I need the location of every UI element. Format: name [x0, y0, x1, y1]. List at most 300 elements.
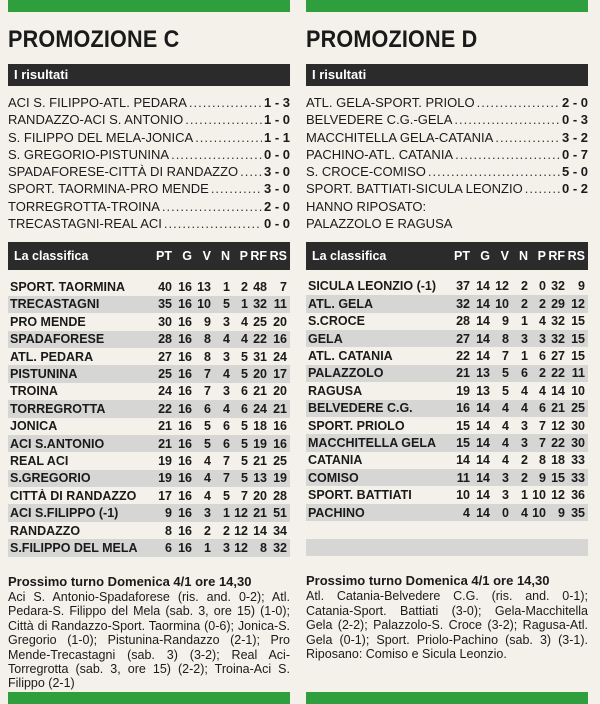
- stat-rf: 18: [551, 453, 565, 468]
- stat-g: 16: [178, 349, 192, 364]
- stat-pt: 27: [158, 349, 172, 364]
- stat-rf: 25: [253, 314, 267, 329]
- stat-g: 14: [476, 279, 490, 294]
- stat-pt: 37: [456, 279, 470, 294]
- match-teams: SPORT. TAORMINA-PRO MENDE: [8, 181, 209, 197]
- stat-g: 16: [178, 401, 192, 416]
- stat-n: 1: [521, 314, 528, 329]
- stat-pt: 14: [456, 453, 470, 468]
- stat-rf: 21: [253, 453, 267, 468]
- stat-rs: 15: [571, 314, 585, 329]
- top-accent-bar-left: [8, 0, 290, 12]
- stat-rf: 9: [558, 505, 565, 520]
- result-row: [306, 163, 588, 180]
- team-name: JONICA: [10, 419, 58, 434]
- stat-v: 5: [204, 419, 211, 434]
- stat-p: 6: [241, 401, 248, 416]
- leader-dots: [495, 129, 560, 146]
- match-score: 2 - 0: [561, 95, 588, 110]
- result-row: [306, 111, 588, 128]
- stat-g: 16: [178, 297, 192, 312]
- team-name: ATL. GELA: [308, 296, 374, 311]
- team-name: MACCHITELLA GELA: [308, 435, 436, 450]
- leader-dots: [162, 198, 262, 215]
- stat-rf: 32: [551, 279, 565, 294]
- stat-n: 1: [223, 280, 230, 295]
- leader-dots: [164, 215, 262, 232]
- standings-row: [8, 400, 290, 417]
- stat-v: 9: [502, 314, 509, 329]
- stat-v: 7: [502, 349, 509, 364]
- stat-rf: 24: [253, 401, 267, 416]
- stat-g: 13: [476, 383, 490, 398]
- stat-pt: 21: [158, 436, 172, 451]
- team-name: COMISO: [308, 470, 359, 485]
- team-name: CATANIA: [308, 453, 363, 468]
- match-score: 0 - 7: [561, 146, 588, 162]
- team-name: GELA: [308, 331, 343, 346]
- stat-p: 4: [539, 314, 546, 329]
- leader-dots: [185, 111, 262, 128]
- stat-pt: 30: [158, 314, 172, 329]
- section-title: PROMOZIONE D: [306, 26, 478, 53]
- standings-row: [306, 382, 588, 399]
- match-teams: ATL. GELA-SPORT. PRIOLO: [306, 95, 475, 110]
- stat-pt: 19: [158, 471, 172, 486]
- team-name: RAGUSA: [308, 383, 363, 398]
- stat-n: 5: [223, 488, 230, 503]
- stat-g: 13: [476, 366, 490, 381]
- leader-dots: [454, 111, 560, 128]
- standings-row: [8, 278, 290, 295]
- stat-n: 3: [223, 384, 230, 399]
- stat-v: 5: [502, 366, 509, 381]
- stat-g: 16: [178, 453, 192, 468]
- stat-rf: 22: [551, 435, 565, 450]
- standings-table: [8, 278, 290, 556]
- stat-v: 7: [204, 367, 211, 382]
- team-name: TROINA: [10, 384, 58, 399]
- stat-rf: 32: [253, 297, 267, 312]
- stat-v: 4: [502, 418, 509, 433]
- stat-rf: 13: [253, 471, 267, 486]
- standings-row: [306, 313, 588, 330]
- col-header-pt: PT: [156, 249, 172, 264]
- stat-pt: 15: [456, 418, 470, 433]
- standings-row: [306, 452, 588, 469]
- stat-g: 16: [178, 540, 192, 555]
- stat-p: 5: [241, 436, 248, 451]
- standings-row: [8, 418, 290, 435]
- stat-g: 16: [178, 332, 192, 347]
- stat-pt: 8: [165, 523, 172, 538]
- stat-rs: 21: [273, 401, 287, 416]
- stat-g: 16: [178, 419, 192, 434]
- leader-dots: [428, 163, 560, 180]
- stat-n: 6: [223, 436, 230, 451]
- stat-rf: 48: [253, 280, 267, 295]
- stat-g: 14: [476, 401, 490, 416]
- leader-dots: [477, 94, 560, 111]
- stat-g: 16: [178, 384, 192, 399]
- stat-n: 3: [223, 349, 230, 364]
- col-header-rf: RF: [250, 249, 267, 264]
- stat-n: 2: [223, 523, 230, 538]
- stat-v: 2: [204, 523, 211, 538]
- stat-n: 7: [223, 471, 230, 486]
- stat-rs: 11: [571, 366, 585, 381]
- stat-pt: 35: [158, 297, 172, 312]
- col-header-rs: RS: [567, 248, 585, 263]
- stat-rs: 9: [578, 279, 585, 294]
- section-title: PROMOZIONE C: [8, 26, 180, 53]
- standings-row: [306, 486, 588, 503]
- stat-rf: 19: [253, 436, 267, 451]
- stat-v: 6: [204, 401, 211, 416]
- standings-row: [8, 383, 290, 400]
- result-row: [8, 94, 290, 111]
- stat-v: 8: [502, 331, 509, 346]
- stat-p: 4: [241, 314, 248, 329]
- stat-pt: 4: [463, 505, 470, 520]
- team-name: SPORT. TAORMINA: [10, 280, 126, 295]
- standings-row: [306, 469, 588, 486]
- stat-rs: 25: [571, 401, 585, 416]
- stat-p: 5: [241, 453, 248, 468]
- standings-row: [306, 347, 588, 364]
- stat-rs: 36: [571, 488, 585, 503]
- stat-rf: 29: [551, 296, 565, 311]
- standings-row: [8, 296, 290, 313]
- next-round-title: Prossimo turno Domenica 4/1 ore 14,30: [8, 573, 252, 589]
- stat-rf: 22: [551, 366, 565, 381]
- next-round-fixtures: Aci S. Antonio-Spadaforese (ris. and. 0-2); Atl. Pedara-S. Filippo del Mela (sab. 3, ore 15) (1-0); Città di Randazzo-Sport. Taormina (0-6); Jonica-S. Gregorio (1-0); Pistunina-Randazzo (2-1); Pro Mende-Trecastagni (sab. 3) (3-2); Real Aci-Torregrotta (sab. 3, ore 15) (2-2); Troina-Aci S. Filippo (2-1): [8, 590, 290, 691]
- leader-dots: [525, 180, 560, 197]
- stat-v: 4: [204, 453, 211, 468]
- standings-row: [8, 470, 290, 487]
- standings-row: [8, 504, 290, 521]
- match-teams: S. FILIPPO DEL MELA-JONICA: [8, 129, 194, 145]
- next-round: [8, 575, 290, 691]
- stat-pt: 22: [456, 349, 470, 364]
- result-row: [306, 180, 588, 197]
- stat-rf: 12: [551, 418, 565, 433]
- match-teams: TORREGROTTA-TROINA: [8, 198, 160, 214]
- stat-pt: 21: [158, 419, 172, 434]
- stat-g: 14: [476, 435, 490, 450]
- stat-rs: 34: [273, 523, 287, 538]
- stat-p: 4: [539, 383, 546, 398]
- stat-pt: 22: [158, 401, 172, 416]
- stat-g: 16: [178, 314, 192, 329]
- stat-rf: 22: [253, 332, 267, 347]
- stat-v: 4: [502, 401, 509, 416]
- stat-rf: 20: [253, 488, 267, 503]
- next-round-title: Prossimo turno Domenica 4/1 ore 14,30: [306, 573, 550, 589]
- standings-row: [8, 365, 290, 382]
- match-score: 0 - 0: [263, 216, 290, 232]
- stat-rs: 25: [273, 453, 287, 468]
- stat-pt: 25: [158, 367, 172, 382]
- team-name: PACHINO: [308, 505, 365, 520]
- stat-rs: 7: [280, 280, 287, 295]
- stat-p: 5: [241, 367, 248, 382]
- stat-pt: 6: [165, 540, 172, 555]
- stat-rf: 12: [551, 488, 565, 503]
- team-name: S.CROCE: [308, 314, 365, 329]
- result-row: [306, 146, 588, 163]
- leader-dots: [171, 146, 262, 163]
- stat-rf: 32: [551, 314, 565, 329]
- stat-p: 12: [234, 506, 248, 521]
- stat-v: 8: [204, 332, 211, 347]
- stat-pt: 24: [158, 384, 172, 399]
- result-row: [306, 94, 588, 111]
- team-name: S.GREGORIO: [10, 471, 91, 486]
- stat-n: 4: [521, 505, 528, 520]
- stat-rs: 16: [273, 436, 287, 451]
- stat-g: 14: [476, 470, 490, 485]
- stat-v: 0: [502, 505, 509, 520]
- stat-rs: 15: [571, 331, 585, 346]
- stat-p: 1: [241, 297, 248, 312]
- stat-n: 2: [521, 296, 528, 311]
- stat-rs: 10: [571, 383, 585, 398]
- stat-v: 4: [502, 453, 509, 468]
- results-header: I risultati: [8, 64, 290, 86]
- stat-p: 5: [241, 419, 248, 434]
- match-score: 3 - 0: [263, 164, 290, 180]
- stat-n: 3: [223, 540, 230, 555]
- result-row: [306, 129, 588, 146]
- stat-pt: 28: [158, 332, 172, 347]
- stat-g: 16: [178, 436, 192, 451]
- stat-p: 7: [241, 488, 248, 503]
- match-score: 1 - 3: [263, 95, 290, 110]
- standings-row: [306, 365, 588, 382]
- stat-rs: 33: [571, 453, 585, 468]
- promozione-c-column: [8, 14, 290, 691]
- stat-v: 3: [502, 488, 509, 503]
- match-teams: MACCHITELLA GELA-CATANIA: [306, 129, 494, 145]
- standings-row: [306, 434, 588, 451]
- stat-g: 16: [178, 367, 192, 382]
- leader-dots: [195, 129, 262, 146]
- standings-row: [8, 487, 290, 504]
- match-score: 3 - 2: [561, 129, 588, 145]
- stat-rs: 16: [273, 419, 287, 434]
- stat-rs: 17: [273, 367, 287, 382]
- standings-row: [8, 435, 290, 452]
- stat-v: 5: [502, 383, 509, 398]
- stat-rs: 20: [273, 314, 287, 329]
- stat-rf: 21: [253, 384, 267, 399]
- stat-n: 3: [223, 314, 230, 329]
- stat-g: 14: [476, 418, 490, 433]
- next-round-fixtures: Atl. Catania-Belvedere C.G. (ris. and. 0-1); Catania-Sport. Battiati (3-0); Gela-Macchitella Gela (2-2); Palazzolo-S. Croce (3-2); Ragusa-Atl. Gela (0-1); Sport. Priolo-Pachino (sab. 3) (3-1). Riposano: Comiso e Sicula Leonzio.: [306, 589, 588, 662]
- standings-row: [306, 504, 588, 521]
- stat-p: 12: [234, 540, 248, 555]
- standings-label: La classifica: [14, 249, 89, 264]
- standings-row: [306, 278, 588, 295]
- empty-row: [306, 521, 588, 538]
- stat-g: 16: [178, 523, 192, 538]
- stat-v: 10: [197, 297, 211, 312]
- match-score: 1 - 0: [263, 112, 290, 128]
- stat-p: 10: [532, 505, 546, 520]
- empty-row: [306, 539, 588, 556]
- stat-pt: 11: [456, 470, 470, 485]
- stat-rf: 14: [253, 523, 267, 538]
- col-header-p: P: [239, 249, 248, 264]
- result-row: [8, 129, 290, 146]
- stat-n: 2: [521, 470, 528, 485]
- stat-p: 2: [539, 296, 546, 311]
- team-name: SICULA LEONZIO (-1): [308, 279, 437, 294]
- standings-row: [8, 331, 290, 348]
- stat-g: 14: [476, 453, 490, 468]
- match-teams: RANDAZZO-ACI S. ANTONIO: [8, 112, 184, 128]
- stat-rs: 20: [273, 384, 287, 399]
- col-header-n: N: [518, 248, 528, 263]
- stat-rs: 51: [273, 506, 287, 521]
- result-row: [8, 111, 290, 128]
- stat-v: 12: [495, 279, 509, 294]
- standings-row: [8, 313, 290, 330]
- stat-pt: 19: [158, 453, 172, 468]
- match-teams: SPADAFORESE-CITTÀ DI RANDAZZO: [8, 164, 239, 180]
- team-name: TRECASTAGNI: [10, 297, 100, 312]
- stat-pt: 32: [456, 296, 470, 311]
- stat-p: 2: [241, 280, 248, 295]
- stat-rf: 15: [551, 470, 565, 485]
- stat-n: 3: [521, 435, 528, 450]
- stat-p: 7: [539, 435, 546, 450]
- stat-g: 14: [476, 505, 490, 520]
- stat-g: 14: [476, 296, 490, 311]
- stat-n: 1: [521, 488, 528, 503]
- stat-n: 5: [223, 297, 230, 312]
- stat-p: 7: [539, 418, 546, 433]
- team-name: PISTUNINA: [10, 367, 78, 382]
- stat-v: 7: [204, 384, 211, 399]
- standings-row: [8, 452, 290, 469]
- team-name: SPORT. PRIOLO: [308, 418, 405, 433]
- stat-n: 3: [521, 331, 528, 346]
- team-name: ATL. CATANIA: [308, 349, 393, 364]
- standings-row: [306, 400, 588, 417]
- stat-rf: 21: [253, 506, 267, 521]
- stat-rf: 21: [551, 401, 565, 416]
- leader-dots: [240, 163, 262, 180]
- standings-row: [306, 330, 588, 347]
- stat-rf: 32: [551, 331, 565, 346]
- bottom-accent-bar-right: [306, 692, 588, 704]
- stat-v: 4: [204, 488, 211, 503]
- stat-n: 4: [223, 367, 230, 382]
- stat-v: 9: [204, 314, 211, 329]
- stat-n: 2: [521, 279, 528, 294]
- stat-n: 7: [223, 453, 230, 468]
- bottom-accent-bar-left: [8, 692, 290, 704]
- stat-v: 10: [495, 296, 509, 311]
- result-row: [8, 180, 290, 197]
- stat-p: 8: [539, 453, 546, 468]
- stat-n: 2: [521, 453, 528, 468]
- team-name: PRO MENDE: [10, 314, 86, 329]
- stat-p: 12: [234, 523, 248, 538]
- stat-n: 4: [223, 401, 230, 416]
- stat-rs: 35: [571, 505, 585, 520]
- stat-n: 4: [521, 401, 528, 416]
- stat-p: 6: [241, 384, 248, 399]
- stat-n: 6: [521, 366, 528, 381]
- match-score: 3 - 0: [263, 181, 290, 197]
- stat-v: 5: [204, 436, 211, 451]
- stat-rs: 19: [273, 471, 287, 486]
- col-header-rs: RS: [269, 249, 287, 264]
- standings-row: [8, 539, 290, 556]
- standings-header: [306, 242, 588, 270]
- stat-p: 5: [241, 349, 248, 364]
- standings-row: [306, 295, 588, 312]
- stat-rs: 32: [273, 540, 287, 555]
- stat-g: 16: [178, 471, 192, 486]
- match-teams: SPORT. BATTIATI-SICULA LEONZIO: [306, 181, 523, 197]
- stat-rf: 18: [253, 419, 267, 434]
- stat-p: 4: [241, 332, 248, 347]
- team-name: CITTÀ DI RANDAZZO: [10, 488, 137, 503]
- stat-p: 9: [539, 470, 546, 485]
- standings-header: [8, 242, 290, 270]
- result-row: [8, 215, 290, 232]
- col-header-v: V: [500, 248, 509, 263]
- col-header-pt: PT: [454, 248, 470, 263]
- stat-g: 14: [476, 331, 490, 346]
- stat-rf: 27: [551, 349, 565, 364]
- team-name: ACI S.FILIPPO (-1): [10, 506, 119, 521]
- col-header-g: G: [480, 248, 490, 263]
- col-header-p: P: [537, 248, 546, 263]
- standings-label: La classifica: [312, 248, 387, 263]
- results-list: [306, 94, 588, 232]
- stat-v: 8: [204, 349, 211, 364]
- team-name: PALAZZOLO: [308, 366, 384, 381]
- match-teams: TRECASTAGNI-REAL ACI: [8, 216, 162, 232]
- stat-p: 6: [539, 349, 546, 364]
- results-header: I risultati: [306, 64, 588, 86]
- stat-pt: 19: [456, 383, 470, 398]
- stat-g: 16: [178, 506, 192, 521]
- stat-pt: 16: [456, 401, 470, 416]
- stat-p: 3: [539, 331, 546, 346]
- match-teams: PACHINO-ATL. CATANIA: [306, 146, 454, 162]
- top-accent-bar-right: [306, 0, 588, 12]
- standings-table: [306, 278, 588, 556]
- result-row: [8, 163, 290, 180]
- col-header-n: N: [220, 249, 230, 264]
- team-name: SPADAFORESE: [10, 332, 105, 347]
- match-score: 2 - 0: [263, 198, 290, 214]
- team-name: TORREGROTTA: [10, 401, 106, 416]
- result-row: [8, 146, 290, 163]
- result-row: [8, 198, 290, 215]
- stat-p: 6: [539, 401, 546, 416]
- leader-dots: [189, 94, 262, 111]
- stat-n: 4: [223, 332, 230, 347]
- stat-pt: 17: [158, 488, 172, 503]
- stat-pt: 40: [158, 280, 172, 295]
